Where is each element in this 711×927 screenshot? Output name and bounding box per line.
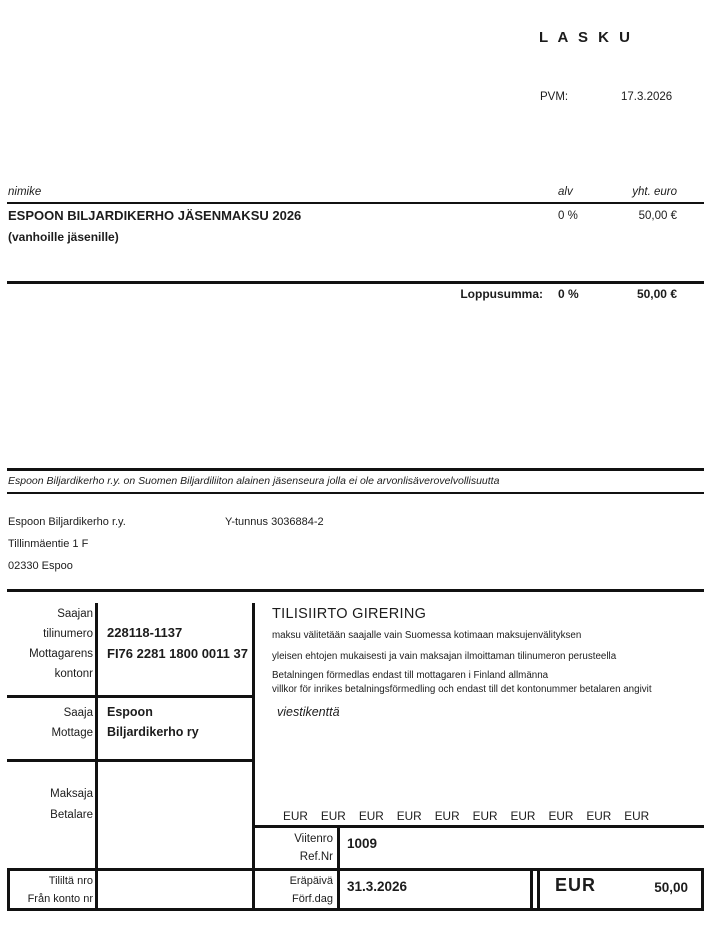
giro-terms-line-2: yleisen ehtojen mukaisesti ja vain maksajan ilmoittaman tilinumeron perusteella — [272, 651, 617, 662]
line-item-note: (vanhoille jäsenille) — [8, 230, 119, 244]
column-header-total: yht. euro — [632, 186, 677, 198]
recipient-name: Espoon Biljardikerho ry — [107, 705, 199, 739]
giro-terms-line-4: villkor för inrikes betalningsförmedling och endast till det kontonummer betalaren angivit — [272, 684, 652, 695]
total-label: Loppusumma: — [460, 287, 543, 301]
sender-street: Tillinmäentie 1 F — [8, 538, 89, 550]
line-item-vat: 0 % — [558, 210, 578, 222]
currency-mark: EUR — [472, 809, 498, 823]
giro-terms-line-1: maksu välitetään saajalle vain Suomessa kotimaan maksujenvälityksen — [272, 630, 582, 641]
currency-row — [283, 809, 649, 823]
sender-city: 02330 Espoo — [8, 560, 73, 572]
reference-value: 1009 — [347, 836, 378, 851]
currency-mark: EUR — [358, 809, 384, 823]
note-top-rule — [7, 468, 704, 471]
giro-terms-line-3: Betalningen förmedlas endast till mottagaren i Finland allmänna — [272, 670, 549, 681]
currency-mark: EUR — [434, 809, 460, 823]
recipient-account-bban: 228118-1137 — [107, 625, 183, 640]
total-rule — [7, 281, 704, 284]
vat-exemption-note: Espoon Biljardikerho r.y. on Suomen Biljardiliiton alainen jäsenseura jolla ei ole arvonlisäverovelvollisuutta — [8, 475, 500, 487]
giro-label-column-divider — [95, 603, 98, 911]
due-date-label: Eräpäivä Förf.dag — [289, 875, 333, 905]
column-header-item: nimike — [8, 186, 42, 198]
sender-business-id: Y-tunnus 3036884-2 — [225, 516, 324, 528]
giro-recipient-row-divider — [7, 759, 255, 762]
total-amount: 50,00 € — [636, 287, 677, 301]
recipient-label: Saaja Mottage — [51, 707, 93, 739]
giro-top-border — [7, 589, 704, 592]
due-date-value: 31.3.2026 — [347, 879, 408, 894]
from-account-label: Tililtä nro Från konto nr — [27, 875, 93, 905]
amount-value: 50,00 — [654, 880, 688, 895]
giro-value-column-divider — [252, 603, 255, 911]
currency-mark: EUR — [320, 809, 346, 823]
date-label: PVM: — [540, 91, 569, 103]
currency-mark: EUR — [548, 809, 574, 823]
giro-title: TILISIIRTO GIRERING — [272, 606, 427, 622]
currency-mark: EUR — [624, 809, 650, 823]
sender-name: Espoon Biljardikerho r.y. — [8, 516, 126, 528]
currency-mark: EUR — [396, 809, 422, 823]
recipient-account-iban: FI76 2281 1800 0011 37 — [107, 646, 248, 661]
currency-mark: EUR — [283, 809, 308, 823]
date-value: 17.3.2026 — [621, 91, 673, 103]
giro-account-row-divider — [7, 695, 255, 698]
giro-left-border — [7, 868, 10, 911]
column-header-vat: alv — [558, 186, 573, 198]
total-vat: 0 % — [558, 287, 579, 301]
giro-reference-row-divider — [252, 825, 704, 828]
giro-amount-divider — [530, 868, 533, 911]
document-title: L A S K U — [539, 29, 633, 46]
currency-mark: EUR — [586, 809, 612, 823]
recipient-account-label: Saajan tilinumero Mottagarens kontonr — [29, 608, 93, 680]
table-header-rule — [7, 202, 704, 204]
payer-label: Maksaja Betalare — [50, 788, 93, 821]
currency-mark: EUR — [510, 809, 536, 823]
amount-currency: EUR — [555, 875, 597, 895]
note-bottom-rule — [7, 492, 704, 494]
line-item-name: ESPOON BILJARDIKERHO JÄSENMAKSU 2026 — [8, 208, 302, 223]
message-field-label: viestikenttä — [277, 705, 340, 719]
line-item-total: 50,00 € — [638, 210, 677, 222]
reference-label: Viitenro Ref.Nr — [294, 833, 333, 863]
